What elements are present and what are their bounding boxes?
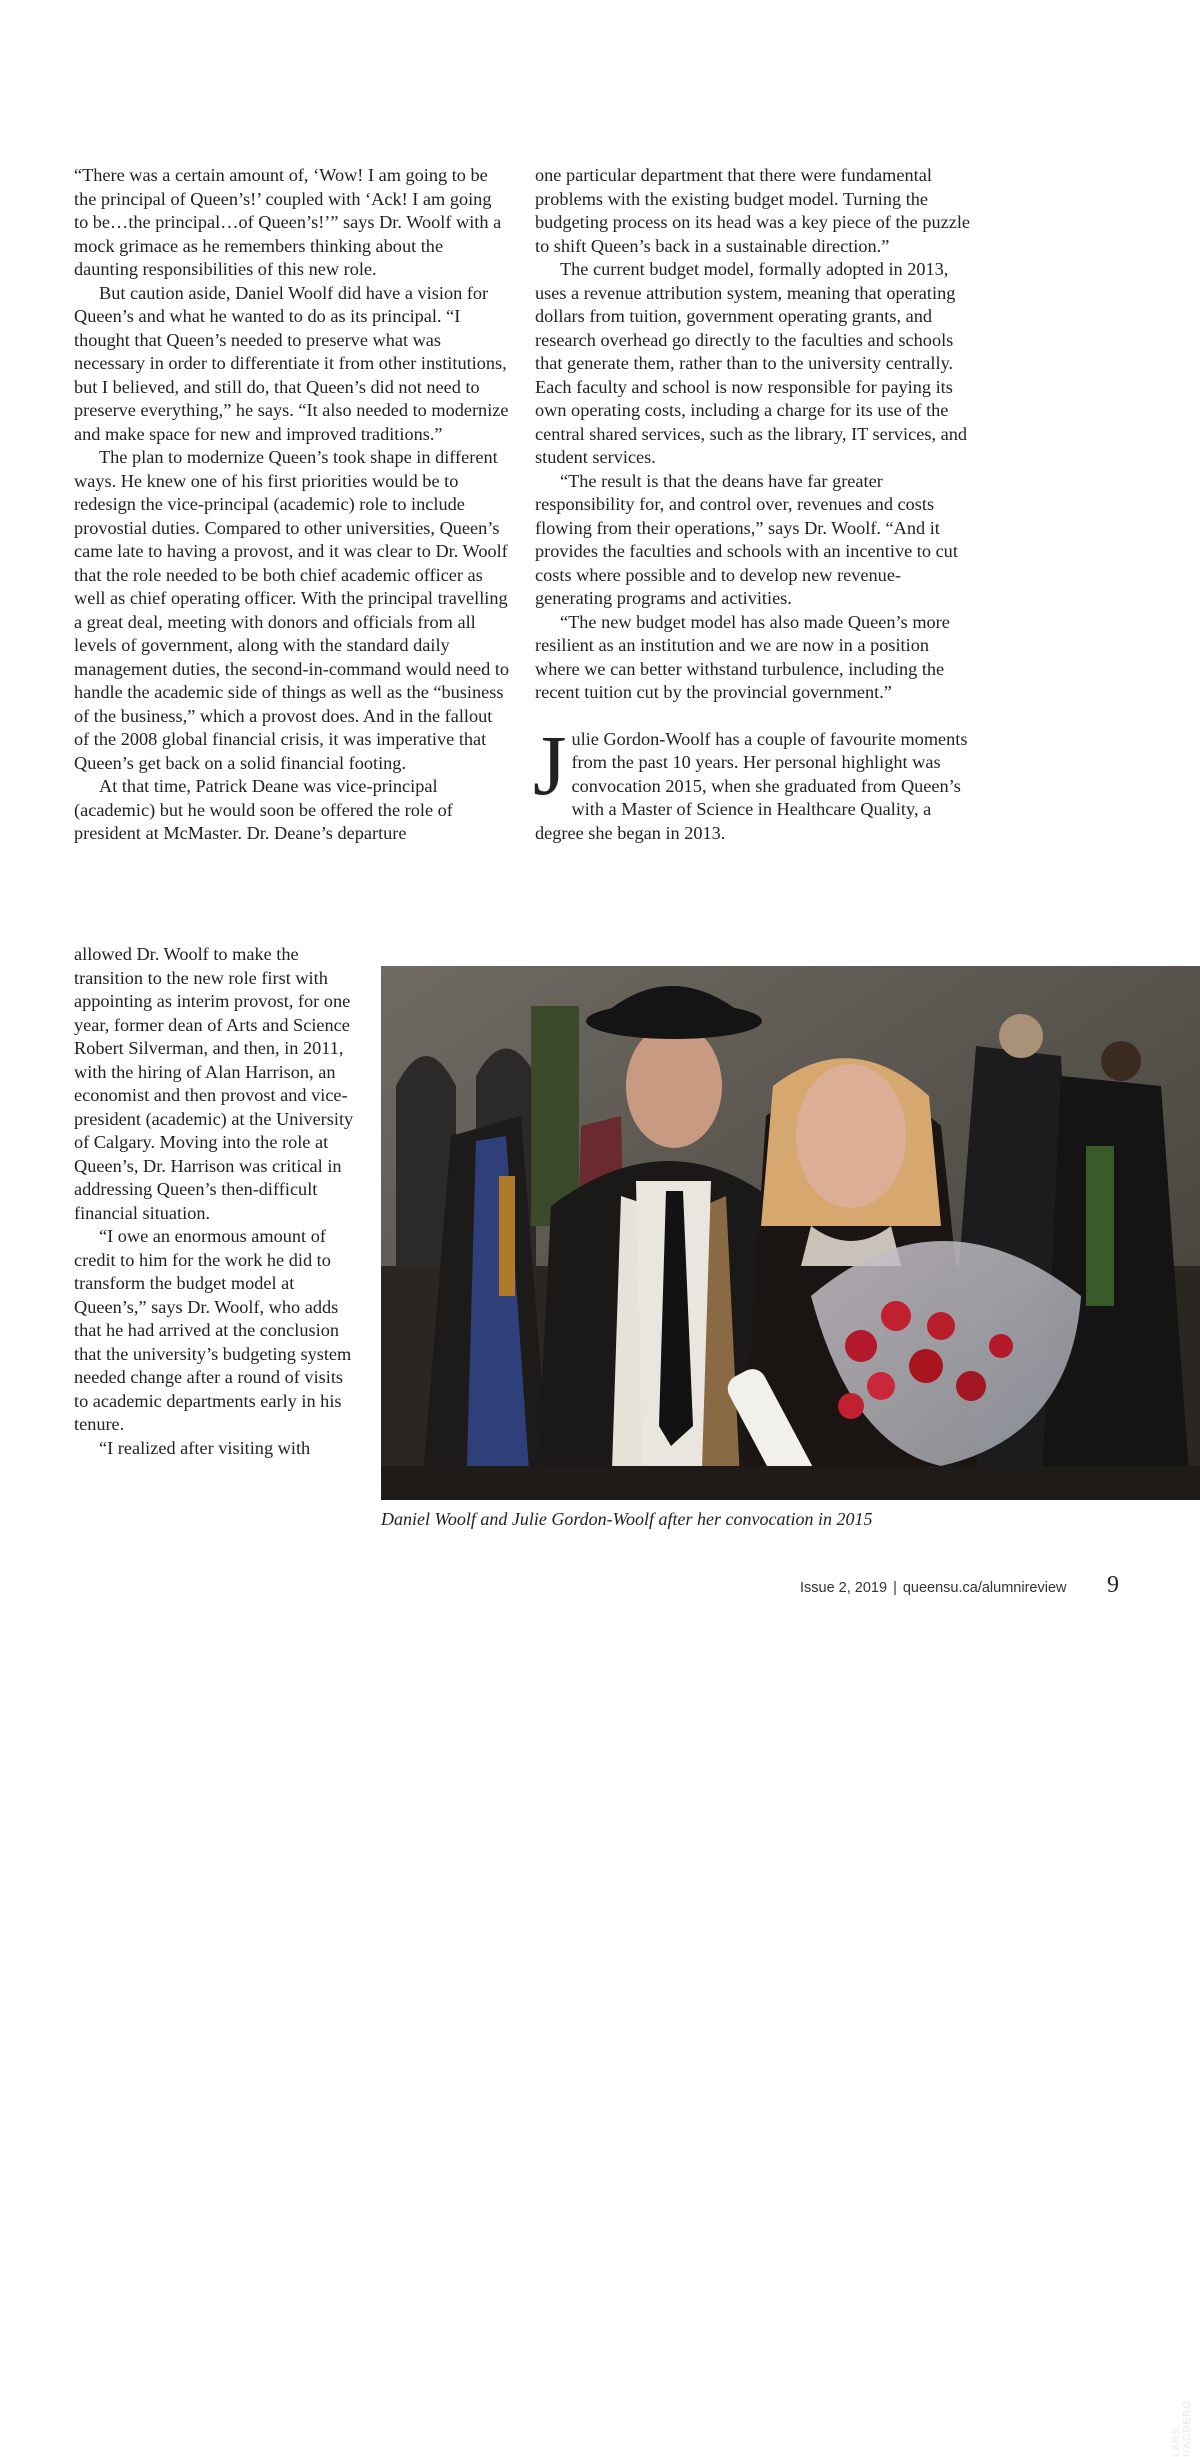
photo-illustration [381,966,1200,1500]
article-column-right [535,164,971,845]
paragraph: The current budget model, formally adopted in 2013, uses a revenue attribution system, meaning that operating dollars from tuition, government operating grants, and research overhead go directly to the faculties and schools that generate them, rather than to the university centrally. Each faculty and school is now responsible for paying its own operating costs, including a charge for its use of the central shared services, such as the library, IT services, and student services. [535,259,967,467]
dropcap-paragraph [533,716,971,846]
dropcap-paragraph-text: ulie Gordon-Woolf has a couple of favourite moments from the past 10 years. Her personal highlight was convocation 2015, when she graduated from Queen’s with a Master of Science in Healthcare Quality, a degree she began in 2013. [535,728,968,843]
paragraph: “The result is that the deans have far greater responsibility for, and control over, revenues and costs flowing from their operations,” says Dr. Woolf. “And it provides the faculties and schools with an incentive to cut costs where possible and to develop new revenue-generating programs and activities. [535,470,958,608]
paragraph: “I owe an enormous amount of credit to him for the work he did to transform the budget model at Queen’s,” says Dr. Woolf, who adds that he had arrived at the conclusion that the university’s budgeting system needed change after a round of visits to academic departments early in his tenure. [74,1226,352,1434]
issue-label: Issue 2, 2019 [800,1580,888,1596]
footer-url: queensu.ca/alumnireview [902,1580,1067,1596]
footer-separator: | [893,1580,897,1596]
paragraph: one particular department that there were fundamental problems with the existing budget model. Turning the budgeting process on its head was a key piece of the puzzle to shift Queen’s back in a sustainable direction.” [535,165,971,256]
paragraph: “The new budget model has also made Queen’s more resilient as an institution and we are now in a position where we can better withstand turbulence, including the recent tuition cut by the provincial government.” [535,611,950,702]
paragraph: The plan to modernize Queen’s took shape in different ways. He knew one of his first priorities would be to redesign the vice-principal (academic) role to include provostial duties. Compared to other universities, Queen’s came late to having a provost, and it was clear to Dr. Woolf that the role needed to be both chief academic officer as well as chief operating officer. With the principal travelling a great deal, meeting with donors and officials from all levels of government, along with the standard daily management duties, the second-in-command would need to handle the academic side of things as well as the “business of the business,” which a provost does. And in the fallout of the 2008 global financial crisis, it was imperative that Queen’s get back on a solid financial footing. [74,447,510,773]
paragraph: At that time, Patrick Deane was vice-principal (academic) but he would soon be offered the role of president at McMaster. Dr. Deane’s departure [74,776,453,843]
photo-credit: LARS HAGBERG [1171,2400,1193,2457]
paragraph: But caution aside, Daniel Woolf did have a vision for Queen’s and what he wanted to do as its principal. “I thought that Queen’s needed to preserve what was necessary in order to differentiate it from other institutions, but I believed, and still do, that Queen’s did not need to preserve everything,” he says. “It also needed to modernize and make space for new and improved traditions.” [74,282,509,444]
article-column-left-top [74,164,510,846]
article-column-left-narrow [74,943,354,1460]
paragraph: “There was a certain amount of, ‘Wow! I am going to be the principal of Queen’s!’ coupled with ‘Ack! I am going to be…the principal…of Queen’s!’” says Dr. Woolf with a mock grimace as he remembers thinking about the daunting responsibilities of this new role. [74,165,502,279]
footer [800,1580,1066,1596]
paragraph: allowed Dr. Woolf to make the transition to the new role first with appointing as interim provost, for one year, former dean of Arts and Science Robert Silverman, and then, in 2011, with the hiring of Alan Harrison, an economist and then provost and vice-president (academic) at the University of Calgary. Moving into the role at Queen’s, Dr. Harrison was critical in addressing Queen’s then-difficult financial situation. [74,944,354,1223]
dropcap-letter: J [533,716,567,813]
paragraph: “I realized after visiting with [99,1437,311,1458]
page-number: 9 [1107,1572,1119,1598]
photo-caption: Daniel Woolf and Julie Gordon-Woolf after her convocation in 2015 [381,1509,873,1529]
